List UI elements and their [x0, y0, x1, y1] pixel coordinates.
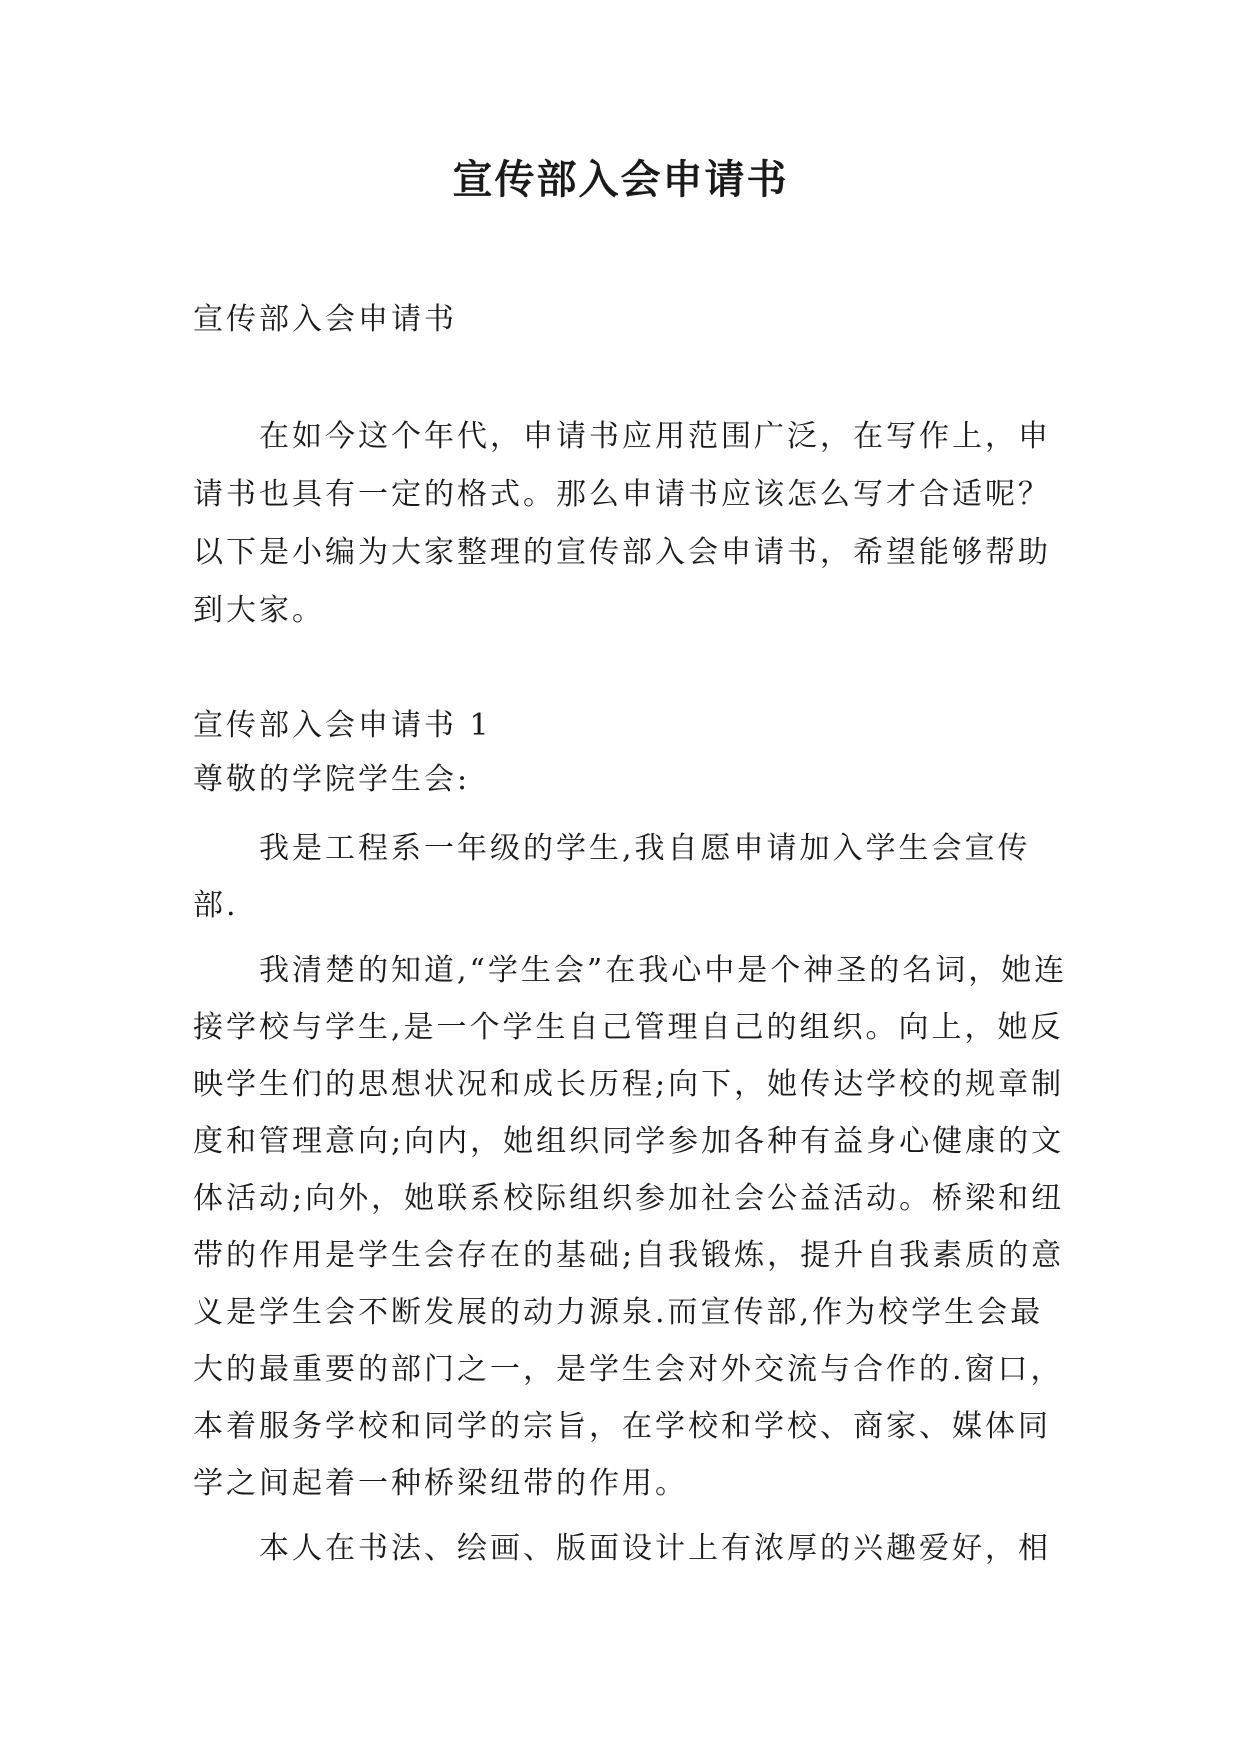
letter-salutation: 尊敬的学院学生会: [193, 762, 471, 797]
intro-paragraph: 在如今这个年代，申请书应用范围广泛，在写作上，申请书也具有一定的格式。那么申请书应该怎么写才合适呢？以下是小编为大家整理的宣传部入会申请书，希望能够帮助到大家。 [193, 419, 1051, 628]
letter-body [193, 820, 1073, 1585]
document-subtitle: 宣传部入会申请书 [193, 302, 457, 337]
letter-paragraph: 本人在书法、绘画、版面设计上有浓厚的兴趣爱好，相 [259, 1531, 1051, 1566]
letter-heading: 宣传部入会申请书 1 [193, 708, 492, 743]
letter-paragraph: 我清楚的知道,“学生会”在我心中是个神圣的名词，她连接学校与学生,是一个学生自己管理自己的组织。向上，她反映学生们的思想状况和成长历程;向下，她传达学校的规章制度和管理意向;向内，她组织同学参加各种有益身心健康的文体活动;向外，她联系校际组织参加社会公益活动。桥梁和纽带的作用是学生会存在的基础;自我锻炼，提升自我素质的意义是学生会不断发展的动力源泉.而宣传部,作为校学生会最大的最重要的部门之一，是学生会对外交流与合作的.窗口，本着服务学校和同学的宗旨，在学校和学校、商家、媒体同学之间起着一种桥梁纽带的作用。 [193, 953, 1068, 1501]
letter-paragraph: 我是工程系一年级的学生,我自愿申请加入学生会宣传部. [193, 831, 1031, 923]
document-title: 宣传部入会申请书 [452, 157, 789, 203]
